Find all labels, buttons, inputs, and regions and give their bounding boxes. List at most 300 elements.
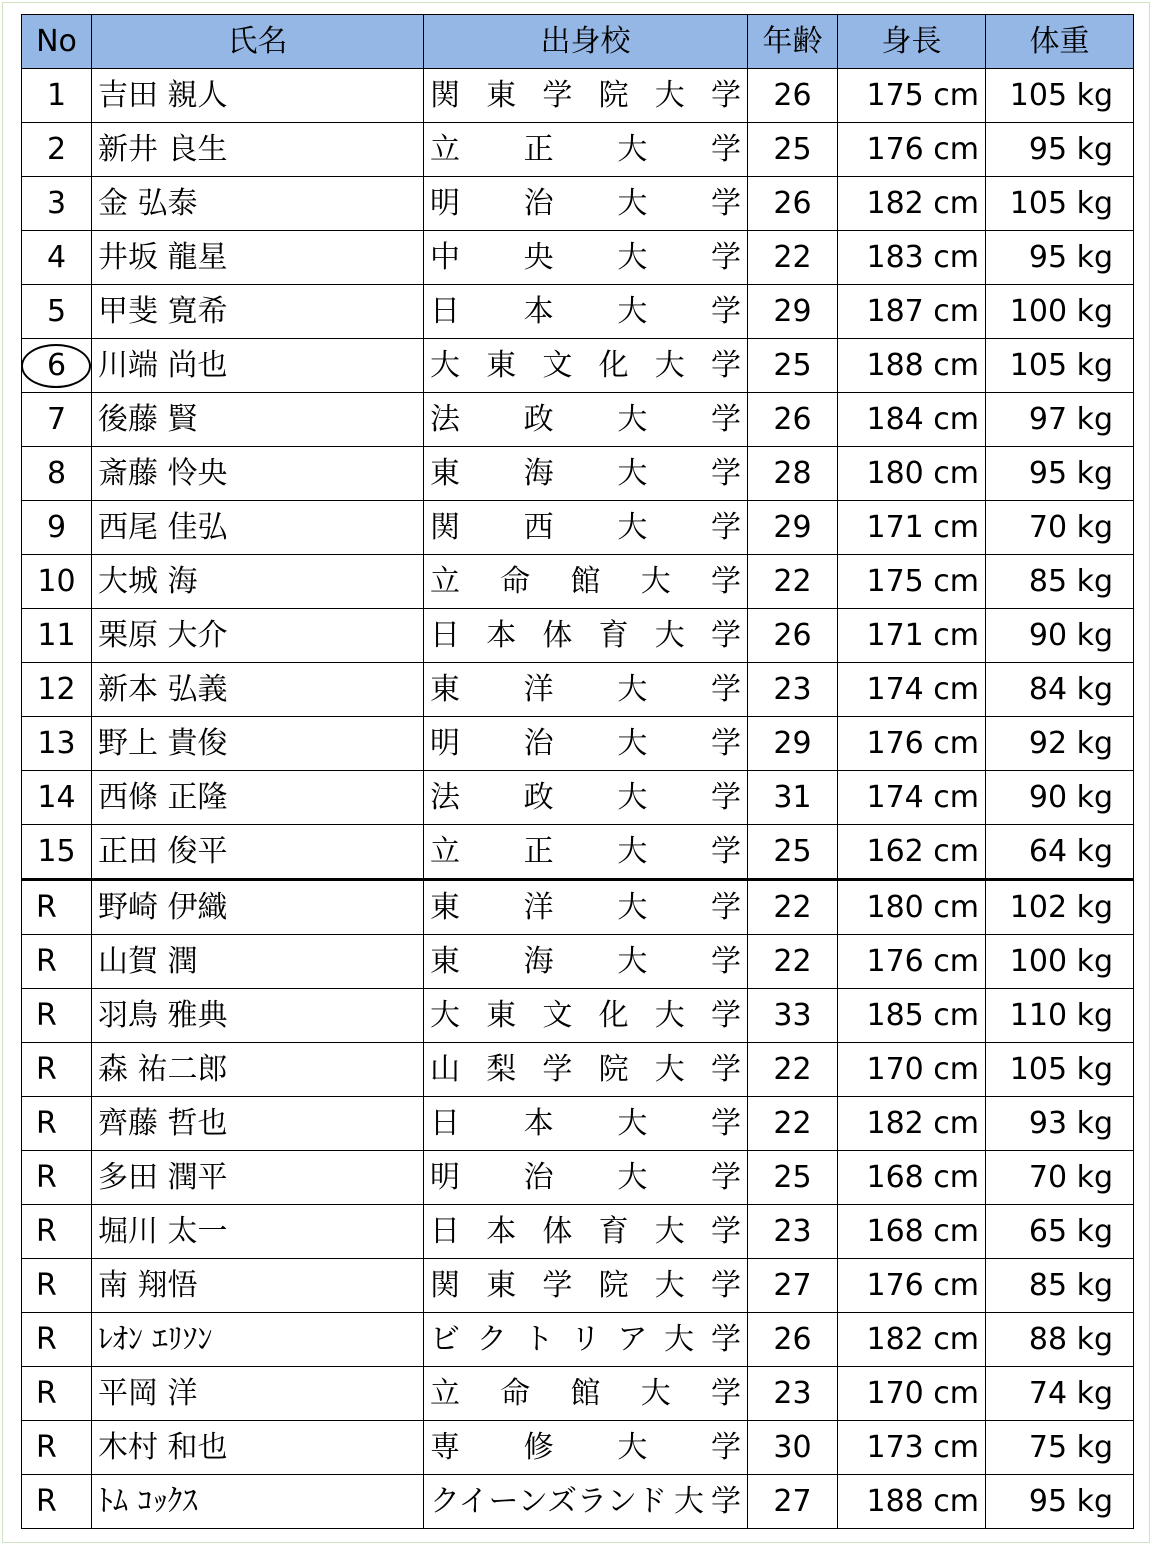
table-row [22, 555, 1134, 609]
player-name: 南 翔悟 [92, 1259, 424, 1313]
player-name: 堀川 太一 [92, 1205, 424, 1259]
school-char: 大 [617, 186, 648, 221]
table-row [22, 1151, 1134, 1205]
header-no: No [22, 15, 92, 69]
player-age: 28 [748, 447, 838, 501]
player-name: 木村 和也 [92, 1421, 424, 1475]
header-name: 氏名 [92, 15, 424, 69]
player-number: 7 [22, 393, 92, 447]
table-row [22, 1367, 1134, 1421]
school-char: 大 [430, 998, 460, 1033]
school-char: 日 [430, 1214, 460, 1249]
player-weight: 102 kg [986, 880, 1134, 935]
player-age: 25 [748, 339, 838, 393]
player-school [424, 989, 748, 1043]
school-char: 立 [430, 1376, 460, 1411]
player-age: 22 [748, 1043, 838, 1097]
player-height: 170 cm [838, 1367, 986, 1421]
player-height: 168 cm [838, 1151, 986, 1205]
player-age: 25 [748, 1151, 838, 1205]
school-char: 学 [542, 78, 573, 113]
school-char: 専 [430, 1430, 460, 1465]
school-char: 大 [617, 1106, 648, 1141]
player-number: R [22, 1313, 92, 1367]
school-char: 学 [710, 998, 741, 1033]
school-characters [430, 881, 741, 934]
player-height: 171 cm [838, 501, 986, 555]
school-char: 治 [523, 1160, 554, 1195]
school-char: 学 [711, 1376, 741, 1411]
school-char: 立 [430, 834, 460, 869]
player-school [424, 123, 748, 177]
player-height: 171 cm [838, 609, 986, 663]
player-name: 西條 正隆 [92, 771, 424, 825]
school-characters [430, 1205, 741, 1258]
player-school [424, 1313, 748, 1367]
player-height: 184 cm [838, 393, 986, 447]
player-weight: 93 kg [986, 1097, 1134, 1151]
school-char: 本 [486, 1214, 517, 1249]
table-row [22, 1421, 1134, 1475]
school-characters [430, 1151, 741, 1204]
table-row [22, 935, 1134, 989]
school-char: 法 [430, 402, 460, 437]
school-char: 大 [617, 780, 648, 815]
player-school [424, 555, 748, 609]
player-height: 182 cm [838, 1313, 986, 1367]
player-number: 8 [22, 447, 92, 501]
school-char: 大 [617, 240, 648, 275]
school-char: 学 [710, 456, 741, 491]
player-school [424, 1421, 748, 1475]
school-char: 学 [710, 1268, 741, 1303]
school-char: ビ [430, 1322, 460, 1357]
school-char: 大 [617, 672, 648, 707]
player-number: R [22, 1097, 92, 1151]
school-characters [430, 1043, 741, 1096]
player-weight: 105 kg [986, 69, 1134, 123]
school-char: 大 [617, 132, 648, 167]
player-name: 多田 潤平 [92, 1151, 424, 1205]
school-char: 文 [542, 998, 573, 1033]
school-char: 東 [430, 890, 460, 925]
school-char: 学 [710, 402, 741, 437]
table-row [22, 1043, 1134, 1097]
school-char: 育 [598, 1214, 629, 1249]
player-age: 25 [748, 123, 838, 177]
school-char: 央 [523, 240, 554, 275]
player-name: 西尾 佳弘 [92, 501, 424, 555]
player-school [424, 663, 748, 717]
player-height: 188 cm [838, 339, 986, 393]
player-height: 188 cm [838, 1475, 986, 1529]
school-char: 立 [430, 564, 460, 599]
school-characters [430, 717, 741, 770]
school-char: 東 [486, 348, 517, 383]
school-char: ト [523, 1322, 554, 1357]
player-number: 3 [22, 177, 92, 231]
school-char: 正 [523, 834, 554, 869]
header-row [22, 15, 1134, 69]
player-height: 170 cm [838, 1043, 986, 1097]
school-char: 育 [598, 618, 629, 653]
school-characters [430, 339, 741, 392]
player-name: 甲斐 寛希 [92, 285, 424, 339]
player-school [424, 1367, 748, 1421]
school-char: クイーンズランド [430, 1484, 667, 1519]
school-char: 関 [430, 1268, 460, 1303]
player-weight: 88 kg [986, 1313, 1134, 1367]
player-weight: 90 kg [986, 609, 1134, 663]
player-height: 183 cm [838, 231, 986, 285]
player-age: 27 [748, 1259, 838, 1313]
school-char: 学 [710, 186, 741, 221]
player-height: 182 cm [838, 1097, 986, 1151]
player-height: 174 cm [838, 771, 986, 825]
table-row [22, 501, 1134, 555]
school-characters [430, 69, 741, 122]
school-characters [430, 609, 741, 662]
school-char: 立 [430, 132, 460, 167]
school-char: 学 [711, 1484, 741, 1519]
school-char: 政 [523, 780, 554, 815]
school-characters [430, 1475, 741, 1528]
school-char: 日 [430, 618, 460, 653]
player-weight: 97 kg [986, 393, 1134, 447]
school-char: 学 [710, 348, 741, 383]
player-school [424, 231, 748, 285]
player-weight: 95 kg [986, 447, 1134, 501]
school-char: 東 [430, 456, 460, 491]
player-school [424, 825, 748, 880]
player-name: 斎藤 怜央 [92, 447, 424, 501]
player-age: 29 [748, 717, 838, 771]
player-height: 174 cm [838, 663, 986, 717]
table-row [22, 447, 1134, 501]
school-char: 学 [710, 132, 741, 167]
school-char: 本 [523, 1106, 554, 1141]
player-name: 栗原 大介 [92, 609, 424, 663]
player-age: 27 [748, 1475, 838, 1529]
school-char: 学 [542, 1268, 573, 1303]
player-school [424, 771, 748, 825]
player-school [424, 393, 748, 447]
school-characters [430, 555, 741, 608]
player-number: 13 [22, 717, 92, 771]
player-height: 176 cm [838, 935, 986, 989]
school-char: 大 [617, 726, 648, 761]
player-name: 大城 海 [92, 555, 424, 609]
player-number: 12 [22, 663, 92, 717]
player-age: 29 [748, 285, 838, 339]
school-char: 大 [617, 1430, 648, 1465]
school-char: 学 [710, 1106, 741, 1141]
school-char: 学 [710, 618, 741, 653]
player-name: 新井 良生 [92, 123, 424, 177]
school-char: 本 [486, 618, 517, 653]
player-name: 森 祐二郎 [92, 1043, 424, 1097]
player-age: 25 [748, 825, 838, 880]
player-name: 山賀 潤 [92, 935, 424, 989]
school-char: 学 [710, 1322, 741, 1357]
school-characters [430, 1421, 741, 1474]
roster-table [21, 14, 1134, 1529]
player-number: 5 [22, 285, 92, 339]
school-char: 大 [617, 834, 648, 869]
school-char: 学 [542, 1052, 573, 1087]
table-row [22, 285, 1134, 339]
school-characters [430, 663, 741, 716]
player-height: 187 cm [838, 285, 986, 339]
player-height: 175 cm [838, 555, 986, 609]
player-age: 22 [748, 555, 838, 609]
table-row [22, 825, 1134, 880]
school-char: 学 [710, 726, 741, 761]
school-char: 院 [598, 1052, 629, 1087]
school-char: 東 [486, 998, 517, 1033]
school-char: 山 [430, 1052, 460, 1087]
table-row [22, 663, 1134, 717]
table-row [22, 989, 1134, 1043]
player-school [424, 880, 748, 935]
school-char: 院 [598, 78, 629, 113]
table-row [22, 880, 1134, 935]
player-height: 182 cm [838, 177, 986, 231]
school-char: 大 [640, 1376, 671, 1411]
school-char: 学 [710, 944, 741, 979]
school-characters [430, 989, 741, 1042]
school-char: 治 [523, 726, 554, 761]
school-characters [430, 285, 741, 338]
table-row [22, 1313, 1134, 1367]
player-name: 新本 弘義 [92, 663, 424, 717]
header-school: 出身校 [424, 15, 748, 69]
player-number: 10 [22, 555, 92, 609]
school-char: 本 [523, 294, 554, 329]
school-char: 化 [598, 998, 629, 1033]
player-age: 26 [748, 393, 838, 447]
player-school [424, 1259, 748, 1313]
player-school [424, 1475, 748, 1529]
school-char: 学 [710, 240, 741, 275]
player-name: 吉田 親人 [92, 69, 424, 123]
school-char: 明 [430, 726, 460, 761]
player-weight: 100 kg [986, 285, 1134, 339]
player-age: 23 [748, 663, 838, 717]
player-height: 173 cm [838, 1421, 986, 1475]
player-height: 175 cm [838, 69, 986, 123]
school-char: 大 [617, 456, 648, 491]
player-name: 井坂 龍星 [92, 231, 424, 285]
player-weight: 95 kg [986, 123, 1134, 177]
table-row [22, 717, 1134, 771]
school-char: 学 [710, 780, 741, 815]
player-age: 22 [748, 935, 838, 989]
school-char: 法 [430, 780, 460, 815]
player-weight: 85 kg [986, 555, 1134, 609]
player-school [424, 339, 748, 393]
school-char: 明 [430, 1160, 460, 1195]
player-name: 後藤 賢 [92, 393, 424, 447]
player-age: 23 [748, 1367, 838, 1421]
player-name: 平岡 洋 [92, 1367, 424, 1421]
school-char: 文 [542, 348, 573, 383]
school-characters [430, 231, 741, 284]
school-char: 大 [654, 618, 685, 653]
school-char: 学 [710, 1160, 741, 1195]
school-char: リ [570, 1322, 601, 1357]
player-name: 齊藤 哲也 [92, 1097, 424, 1151]
school-characters [430, 1367, 741, 1420]
player-name: 野上 貴俊 [92, 717, 424, 771]
school-characters [430, 177, 741, 230]
table-row [22, 1097, 1134, 1151]
player-weight: 105 kg [986, 339, 1134, 393]
player-school [424, 1043, 748, 1097]
table-row [22, 393, 1134, 447]
player-school [424, 69, 748, 123]
player-number: R [22, 1151, 92, 1205]
table-row [22, 771, 1134, 825]
player-school [424, 609, 748, 663]
player-weight: 110 kg [986, 989, 1134, 1043]
school-characters [430, 447, 741, 500]
circle-mark [22, 344, 92, 388]
table-row [22, 339, 1134, 393]
player-weight: 85 kg [986, 1259, 1134, 1313]
table-row [22, 231, 1134, 285]
school-char: 海 [523, 944, 554, 979]
school-characters [430, 771, 741, 824]
school-char: 学 [710, 294, 741, 329]
school-char: 学 [710, 510, 741, 545]
school-char: 体 [542, 618, 573, 653]
player-school [424, 717, 748, 771]
player-number: R [22, 880, 92, 935]
school-char: 明 [430, 186, 460, 221]
school-char: 修 [523, 1430, 554, 1465]
header-height: 身長 [838, 15, 986, 69]
player-name: 川端 尚也 [92, 339, 424, 393]
player-number: R [22, 1367, 92, 1421]
player-number: R [22, 1259, 92, 1313]
school-char: 西 [523, 510, 554, 545]
school-char: 化 [598, 348, 629, 383]
player-height: 180 cm [838, 880, 986, 935]
school-char: 関 [430, 510, 460, 545]
table-row [22, 1205, 1134, 1259]
school-char: 学 [710, 834, 741, 869]
school-char: 命 [500, 564, 531, 599]
school-characters [430, 935, 741, 988]
school-char: 大 [617, 510, 648, 545]
school-char: 治 [523, 186, 554, 221]
school-char: 学 [710, 672, 741, 707]
school-characters [430, 1259, 741, 1312]
school-char: ア [617, 1322, 648, 1357]
player-age: 29 [748, 501, 838, 555]
school-char: 学 [710, 1214, 741, 1249]
player-number: R [22, 1475, 92, 1529]
school-char: 海 [523, 456, 554, 491]
player-school [424, 1097, 748, 1151]
player-weight: 75 kg [986, 1421, 1134, 1475]
school-char: 日 [430, 294, 460, 329]
school-char: 大 [430, 348, 460, 383]
player-weight: 70 kg [986, 1151, 1134, 1205]
table-row [22, 609, 1134, 663]
player-weight: 95 kg [986, 231, 1134, 285]
player-name: 羽鳥 雅典 [92, 989, 424, 1043]
player-age: 26 [748, 609, 838, 663]
school-char: 院 [598, 1268, 629, 1303]
player-school [424, 501, 748, 555]
player-number: R [22, 989, 92, 1043]
player-age: 26 [748, 1313, 838, 1367]
player-height: 180 cm [838, 447, 986, 501]
player-number: 15 [22, 825, 92, 880]
player-number: 1 [22, 69, 92, 123]
school-char: 東 [486, 78, 517, 113]
school-char: 大 [640, 564, 671, 599]
player-height: 162 cm [838, 825, 986, 880]
table-row [22, 123, 1134, 177]
school-char: 学 [710, 1052, 741, 1087]
school-char: 学 [711, 564, 741, 599]
player-number: R [22, 1043, 92, 1097]
table-row [22, 1475, 1134, 1529]
player-name: ﾚｵﾝ ｴﾘｿﾝ [92, 1313, 424, 1367]
player-weight: 70 kg [986, 501, 1134, 555]
school-char: 大 [617, 402, 648, 437]
player-age: 33 [748, 989, 838, 1043]
school-characters [430, 123, 741, 176]
player-weight: 105 kg [986, 177, 1134, 231]
school-char: 大 [664, 1322, 695, 1357]
school-char: 東 [486, 1268, 517, 1303]
player-name: 野崎 伊織 [92, 880, 424, 935]
player-number: 4 [22, 231, 92, 285]
school-char: 中 [430, 240, 460, 275]
school-char: ク [476, 1322, 507, 1357]
school-char: 大 [654, 1214, 685, 1249]
player-number: 2 [22, 123, 92, 177]
player-school [424, 1151, 748, 1205]
school-char: 日 [430, 1106, 460, 1141]
school-characters [430, 393, 741, 446]
school-char: 大 [617, 1160, 648, 1195]
player-age: 22 [748, 880, 838, 935]
school-char: 館 [570, 564, 601, 599]
player-weight: 100 kg [986, 935, 1134, 989]
player-height: 176 cm [838, 123, 986, 177]
player-number: 11 [22, 609, 92, 663]
school-char: 大 [654, 998, 685, 1033]
player-number: R [22, 1421, 92, 1475]
player-weight: 92 kg [986, 717, 1134, 771]
school-char: 梨 [486, 1052, 517, 1087]
player-age: 22 [748, 1097, 838, 1151]
school-char: 政 [523, 402, 554, 437]
player-height: 176 cm [838, 717, 986, 771]
player-weight: 90 kg [986, 771, 1134, 825]
player-weight: 64 kg [986, 825, 1134, 880]
player-weight: 74 kg [986, 1367, 1134, 1421]
player-school [424, 1205, 748, 1259]
school-char: 大 [674, 1484, 704, 1519]
school-char: 命 [500, 1376, 531, 1411]
player-age: 31 [748, 771, 838, 825]
